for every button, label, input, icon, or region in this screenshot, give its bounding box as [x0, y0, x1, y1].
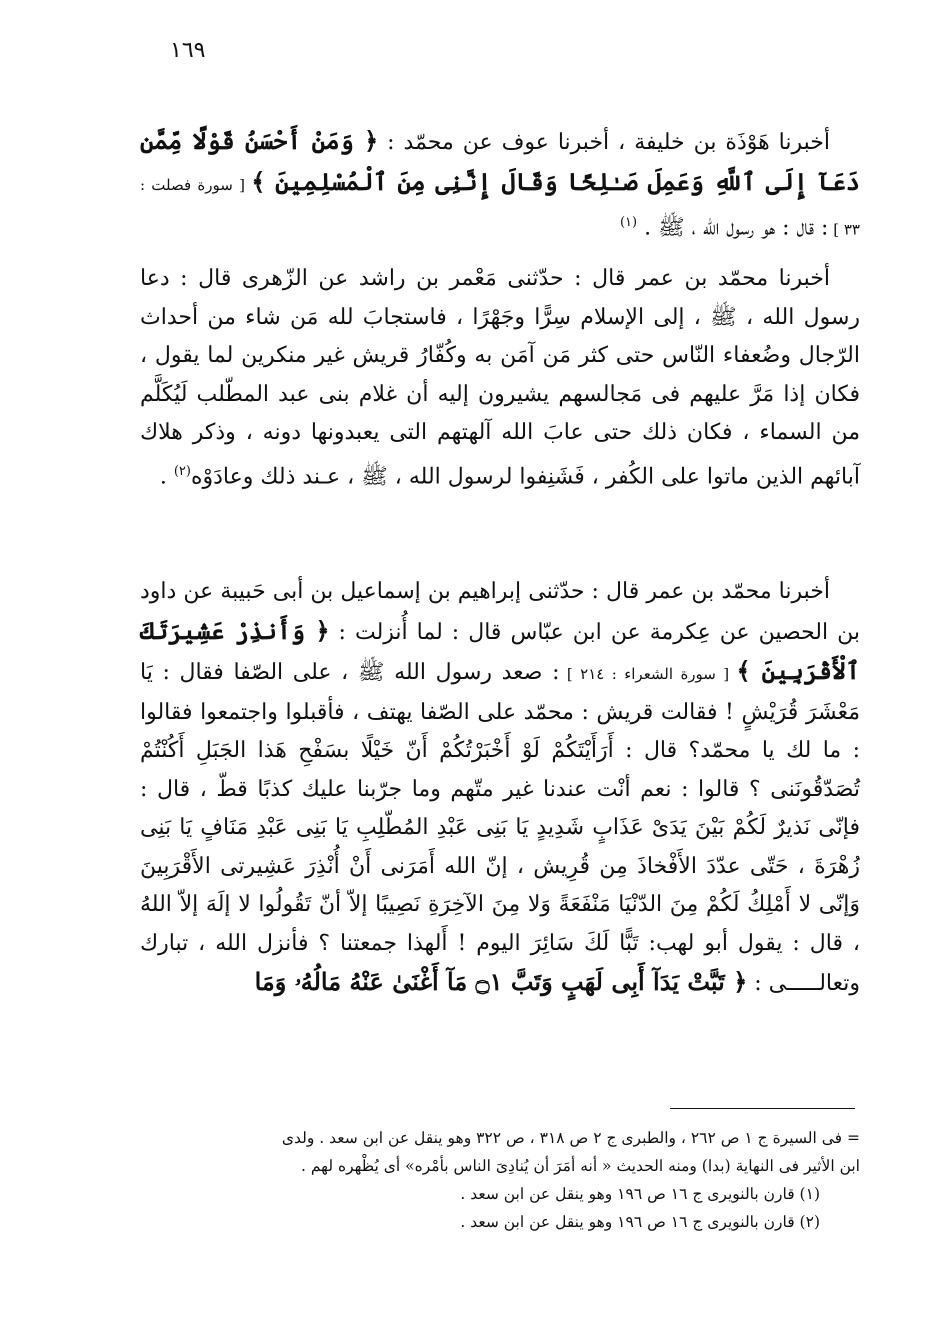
quran-verse: ﴿ وَأَنذِرْ عَشِيرَتَكَ ٱلْأَقْرَبِينَ ﴾ [140, 615, 861, 685]
paragraph-3-text-middle: : صعد رسول الله ﷺ ، على الصّفا فقال : يَا مَعْشَرَ قُرَيْشٍ ! فقالت قريش : محمّد على الصّفا يهتف ، فأقبلوا واجتمعوا فقالوا : ما لك يا محمّد؟ قال : أَرَأَيْتَكُمْ لَوْ أَخْبَرْتُكُمْ أَنّ خَيْلًا بسَفْحِ هَذا الجَبَلِ أَكُنْتُمْ تُصَدّقُونَنى ؟ قالوا : نعم أنْت عندنا غير متّهم وما جرّبنا عليك كذبًا قطّ ، قال : فإنّى نَذيرٌ لَكُمْ بَيْنَ يَدَىْ عَذَابٍ شَدِيدٍ يَا بَنِى عَبْدِ المُطّلِبِ يَا بَنِى عَبْدِ مَنَافٍ يَا بَنِى زُهْرَةَ ، حَتّى عدّدَ الأَفْخاذَ مِن قُرِيش ، إنّ الله أَمَرَنى أَنْ أُنْذِرَ عَشِيرتى الأَقْرَبِينَ وَإنّى لا أَمْلِكُ لَكُمْ مِنَ الدّنْيَا مَنْفَعَةً وَلا مِنَ الآخِرَةِ نَصِيبًا إلاّ أنّ تَقُولُوا لا إلَهَ إلاّ اللهُ ، قال : يقول أبو لهب: تَبًّا لَكَ سَائِرَ اليوم ! أَلهذا جمعتنا ؟ فأنزل الله ، تبارك وتعالـــــى : [140, 660, 860, 996]
quran-verse: ﴿ تَبَّتْ يَدَآ أَبِى لَهَبٍ وَتَبَّ ۝١ مَآ أَغْنَىٰ عَنْهُ مَالُهُۥ وَمَا [254, 967, 748, 996]
footnotes [140, 1124, 860, 1236]
paragraph-3 [140, 573, 860, 1004]
footnote-continuation: = فى السيرة ج ١ ص ٢٦٢ ، والطبرى ج ٢ ص ٣١٨ ، ص ٣٢٢ وهو ينقل عن ابن سعد . ولدى [281, 1129, 860, 1147]
footnote-1: (١) قارن بالنويرى ج ١٦ ص ١٩٦ وهو ينقل عن ابن سعد . [460, 1185, 820, 1203]
quran-verse: ﴿ وَمَنْ أَحْسَنُ قَوْلًا مِّمَّن دَعَآ إِلَى ٱللَّهِ وَعَمِلَ صَـٰلِحًا وَقَالَ إِنَّنِى مِنَ ٱلْمُسْلِمِينَ ﴾ [140, 126, 860, 196]
paragraph-3-text: أخبرنا محمّد بن عمر قال : حدّثنى إبراهيم بن إسماعيل بن أبى حَبيبة عن داود بن الحصين عن عِكرمة عن ابن عبّاس قال : لما أُنزلت : [140, 579, 860, 645]
paragraph-1 [140, 122, 860, 249]
footnote-marker-1: (١) [619, 215, 638, 230]
footnote-2: (٢) قارن بالنويرى ج ١٦ ص ١٩٦ وهو ينقل عن ابن سعد . [460, 1213, 820, 1231]
surah-reference: [ سورة فصلت : ٣٣ ] [140, 175, 860, 239]
paragraph-2-text-end: . [159, 463, 174, 489]
footnote-divider [670, 1108, 855, 1109]
paragraph-1-text-end: : قال : هو رسول الله ، ﷺ . [637, 215, 829, 241]
paragraph-2 [140, 260, 860, 496]
footnote-marker-2: (٢) [173, 463, 191, 479]
page-number: ١٦٩ [170, 38, 206, 63]
paragraph-1-text: أخبرنا هَوْذَة بن خليفة ، أخبرنا عوف عن محمّد : [378, 130, 831, 155]
footnote-continuation: ابن الأثير فى النهاية (بدا) ومنه الحديث « أنه أمَرَ أن يُنادِىَ الناس بأمْره» أى يُظْهره لهم . [301, 1157, 860, 1175]
paragraph-2-text: أخبرنا محمّد بن عمر قال : حدّثنى مَعْمر بن راشد عن الزّهرى قال : دعا رسول الله ، ﷺ ، إلى الإسلام سِرًّا وجَهْرًا ، فاستجابَ لله مَن شاء من أحداث الرّجال وضُعفاء النّاس حتى كثر مَن آمَن به وكُفّارُ قريش غير منكرين لما يقول ، فكان إذا مَرَّ عليهم فى مَجالسهم يشيرون إليه أن غلام بنى عبد المطّلب لَيُكَلَّم من السماء ، فكان ذلك حتى عابَ الله آلهتهم التى يعبدونها دونه ، وذكر هلاك آبائهم الذين ماتوا على الكُفر ، فَشَنِفوا لرسول الله ، ﷺ ، عـند ذلك وعادَوْه [140, 266, 860, 489]
surah-reference: [ سورة الشعراء : ٢١٤ ] [559, 665, 737, 683]
